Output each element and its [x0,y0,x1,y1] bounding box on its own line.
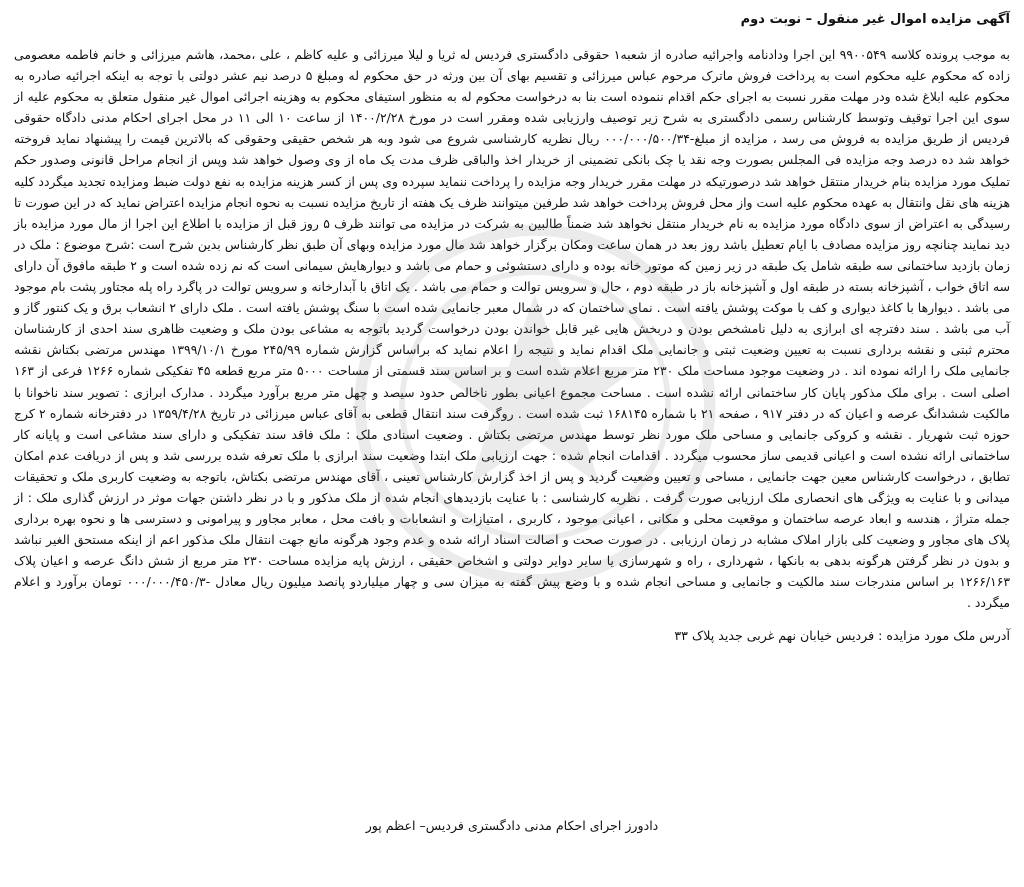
property-address: آدرس ملک مورد مزایده : فردیس خیابان نهم غربی جدید پلاک ۳۳ [674,627,1010,643]
signature-line: دادورز اجرای احکام مدنی دادگستری فردیس– اعظم پور [365,818,659,833]
notice-title: آگهی مزایده اموال غیر منقول – نوبت دوم [740,12,1010,27]
notice-body: به موجب پرونده کلاسه ۹۹۰۰۵۴۹ این اجرا ودادنامه واجرائیه صادره از شعبه۱ حقوقی دادگستری فردیس له ثریا و لیلا میرزائی و علیه کاظم ، علی ،محمد، هاشم میرزائی و خانم فاطمه معصومی زاده که محکوم علیه محکوم است به پرداخت فروش ماترک مرحوم عباس میرزائی و تقسیم بهای آن بین ورثه در حق محکوم له ومبلغ ۵ درصد نیم عشر دولتی با توجه به اینکه اجرائیه صادره به محکوم علیه ابلاغ شده ودر مهلت مقرر نسبت به اجرای حکم اقدام ننموده است بنا به درخواست محکوم له به منظور استیفای محکوم به وهزینه اجرائی اموال غیر منقول متعلق به محکوم علیه از سوی این اجرا توقیف وتوسط کارشناس رسمی دادگستری به شرح زیر توصیف وارزیابی شده ومقرر است در مورخ ۱۴۰۰/۲/۲۸ از ساعت ۱۰ الی ۱۱ در محل اجرای احکام مدنی دادگاه حقوقی فردیس از طریق مزایده به فروش می رسد ، مزایده از مبلغ-۰۰۰/۰۰۰/۵۰۰/۳۴ ریال نظریه کارشناسی شروع می شود وبه هر شخص حقیقی وحقوقی که بالاترین قیمت را پیشنهاد نماید فروخته خواهد شد ده درصد وجه مزایده فی المجلس بصورت وجه نقد یا چک بانکی تضمینی از خریدار اخذ والباقی ظرف مدت یک ماه از وی وصول خواهد شد وپس از انجام مراحل قانونی وصدور حکم تملیک مورد مزایده بنام خریدار منتقل خواهد شد درصورتیکه در مهلت مقرر خریدار وجه مزایده را پرداخت ننماید سپرده وی پس از کسر هزینه مزایده به نفع دولت ضبط ومزایده تجدید میگردد کلیه هزینه های نقل وانتقال به عهده محکوم علیه است واز محل فروش پرداخت خواهد شد طرفین میتوانند ظرف یک هفته از تاریخ مزایده نسبت به نحوه انجام مزایده اعتراض نماید که در این صورت تا رسیدگی به اعتراض از سوی دادگاه مورد مزایده به نام خریدار منتقل نخواهد شد ضمناً طالبین به شرکت در مزایده می توانند ظرف ۵ روز قبل از مزایده با اطلاع این اجرا از مال مورد مزایده باز دید نمایند چنانچه روز مزایده مصادف با ایام تعطیل باشد روز بعد در همان ساعت ومکان برگزار خواهد شد مال مورد مزایده وبهای آن طبق نظر کارشناس بدین شرح است :شرح موضوع : ملک در زمان بازدید ساختمانی سه طبقه شامل یک طبقه در زیر زمین که موتور خانه بوده و دارای دستشوئی و حمام می باشد و دیوارهایش سیمانی است که نم زده شده است و ۲ طبقه مافوق آن دارای سه اتاق خواب ، آشپزخانه بسته در طبقه اول و آشپزخانه باز در طبقه دوم ، حال و سرویس توالت و حمام می باشد . یک اتاق با آبدارخانه و سرویس توالت در پاگرد راه پله مجتاور پشت بام موجود می باشد . دیوارها با کاغذ دیواری و کف با موکت پوشش یافته است . نمای ساختمان که در شمال معبر جانمایی شده است با سنگ پوشش یافته است . ملک دارای ۲ انشعاب برق و یک کنتور گاز و آب می باشد . سند دفترچه ای ابرازی به دلیل نامشخص بودن و دربخش هایی غیر قابل خواندن بودن درخواست گردید باتوجه به مشاعی بودن ملک و وضعیت ظاهری سند احدی از کارشناسان محترم ثبتی و نقشه برداری نسبت به تعیین وضعیت ثبتی و جانمایی ملک اقدام نماید و نتیجه را اعلام نماید که براساس گزارش شماره ۲۴۵/۹۹ مورخ ۱۳۹۹/۱۰/۱ مهندس مرتضی بکتاش نقشه جانمایی ملک را ارائه نموده اند . در وضعیت موجود مساحت ملک ۲۳۰ متر مربع اعلام شده است و بر اساس سند قسمتی از مساحت ۵۰۰۰ متر مربع قطعه ۴۵ تفکیکی شماره ۱۲۶۶ فرعی از ۱۶۳ اصلی است . برای ملک مذکور پایان کار ساختمانی ارائه نشده است . مساحت مجموع اعیانی بطور ناخالص حدود سیصد و چهل متر مربع برآورد میگردد . مدارک ابرازی : تصویر سند ناخوانا با مالکیت ششدانگ عرصه و اعیان که در دفتر ۹۱۷ ، صفحه ۲۱ با شماره ۱۶۸۱۴۵ ثبت شده است . روگرفت سند انتقال قطعی به آقای عباس میرزائی در تاریخ ۱۳۵۹/۴/۲۸ در دفترخانه شماره ۲ کرج حوزه ثبت شهریار . نقشه و کروکی جانمایی و مساحی ملک مورد نظر توسط مهندس مرتضی بکتاش . وضعیت اسنادی ملک : ملک فاقد سند تفکیکی و دارای سند مشاعی است و پایانه کار ساختمانی ارائه نشده است و اعیانی قدیمی ساز محسوب میگردد . اقدامات انجام شده : جهت ارزیابی ملک ابتدا وضعیت سند ابرازی با ملک تعرفه شده بررسی شد و پس از دریافت عدم امکان تطابق ، درخواست کارشناس معین جهت جانمایی ، مساحی و تعیین وضعیت گردید و پس از اخذ گزارش کارشناس تعینی ، آقای مهندس مرتضی بکتاش، باتوجه به وضعیت کاربری ملک و تحقیقات میدانی و با عنایت به ویژگی های انحصاری ملک ارزیابی صورت گرفت . نظریه کارشناسی : با عنایت بازدیدهای انجام شده از ملک مذکور و با در نظر داشتن جهات موثر در ارزش گذاری ملک : از جمله متراژ ، هندسه و ابعاد عرصه ساختمان و موقعیت محلی و مکانی ، اعیانی موجود ، کاربری ، امتیازات و انشعابات و بافت محل ، معابر مجاور و پیرامونی و دسترسی ها و نحوه بهره برداری پلاک های مجاور و وضعیت کلی بازار املاک مشابه در زمان ارزیابی . در صورت صحت و اصالت اسناد ارائه شده و عدم وجود هرگونه مانع جهت انتقال ملک مذکور اعم از اینکه مستحق الغیر نباشد و بدون در نظر گرفتن هرگونه بدهی به بانکها ، شهرداری ، راه و شهرسازی یا سایر دوایر دولتی و اشخاص حقیقی ، ارزش پایه مزایده مساحت ۲۳۰ متر مربع از شش دانگ عرصه و اعیان پلاک ۱۲۶۶/۱۶۳ بر اساس مندرجات سند مالکیت و جانمایی و مساحی انجام شده و با وضع پیش گفته به میزان سی و چهار میلیاردو پانصد میلیون ریال معادل -۰۰۰/۰۰۰/۴۵۰/۳ تومان برآورد و اعلام میگردد . [14,47,1011,611]
